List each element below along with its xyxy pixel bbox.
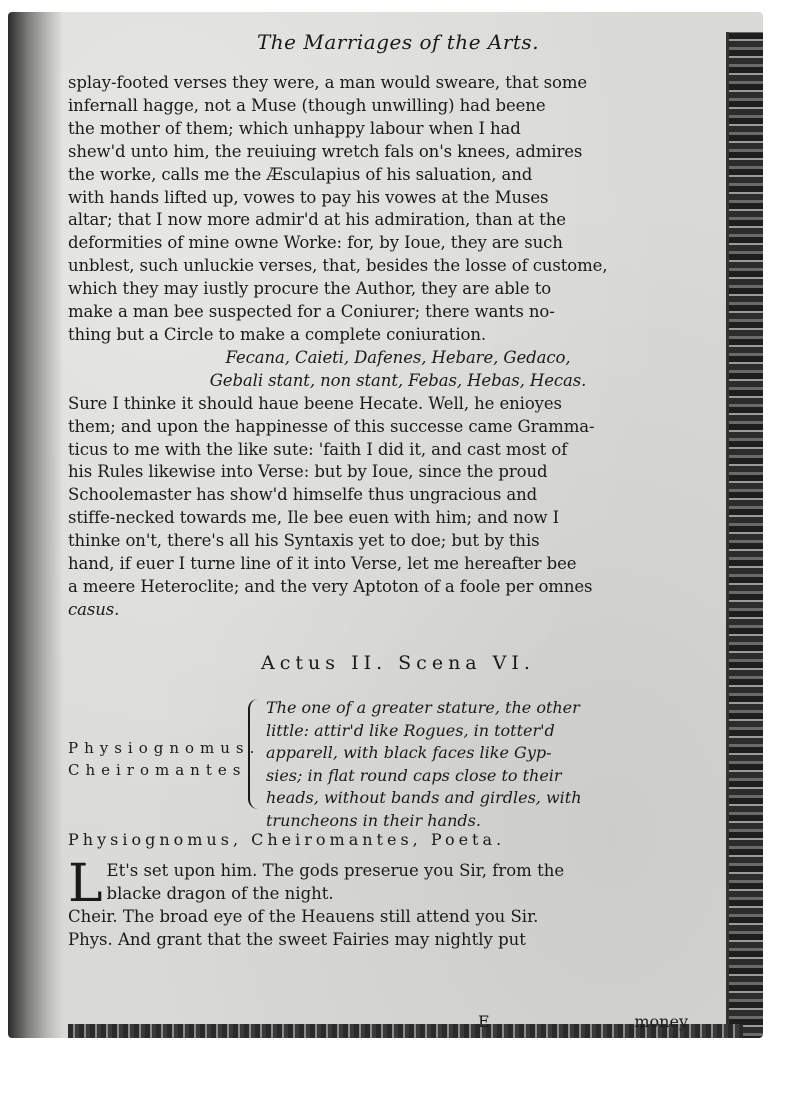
- description-line: little: attir'd like Rogues, in totter'd: [266, 720, 555, 740]
- dialogue-line: blacke dragon of the night.: [106, 883, 334, 903]
- text-line: splay-footed verses they were, a man would sweare, that some: [68, 73, 588, 92]
- text-line: ticus to me with the like sute: 'faith I did it, and cast most of: [68, 439, 568, 459]
- catchword: money: [634, 1012, 688, 1031]
- person-label: Cheiromantes.: [68, 761, 258, 779]
- text-line: his Rules likewise into Verse: but by Ioue, since the proud: [68, 462, 548, 482]
- description-line: apparell, with black faces like Gyp-: [266, 743, 552, 762]
- book-page: [8, 12, 763, 1038]
- brace-icon: [248, 699, 262, 809]
- text-line: shew'd unto him, the reuiuing wretch fals on's knees, admires: [68, 141, 583, 161]
- decorative-edge-right: [726, 32, 763, 1038]
- dialogue-line: Phys. And grant that the sweet Fairies may nightly put: [68, 929, 526, 949]
- text-line: infernall hagge, not a Muse (though unwilling) had beene: [68, 95, 546, 115]
- text-line: thinke on't, there's all his Syntaxis yet to doe; but by this: [68, 531, 540, 551]
- text-line: casus.: [68, 599, 120, 619]
- text-line: Schoolemaster has show'd himselfe thus ungracious and: [68, 485, 538, 505]
- text-line: hand, if euer I turne line of it into Verse, let me hereafter bee: [68, 554, 577, 574]
- dramatis-personae: [68, 697, 728, 830]
- persons-description: [266, 697, 582, 832]
- dialogue-line: Cheir. The broad eye of the Heauens still attend you Sir.: [68, 907, 539, 926]
- text-line: a meere Heteroclite; and the very Aptoton of a foole per omnes: [68, 576, 593, 596]
- dialogue-line: Et's set upon him. The gods preserue you Sir, from the: [106, 861, 565, 880]
- dialogue-block: [68, 854, 728, 952]
- text-line: with hands lifted up, vowes to pay his vowes at the Muses: [68, 187, 549, 207]
- text-line: unblest, such unluckie verses, that, besides the losse of custome,: [68, 256, 608, 276]
- incantation-line: Gebali stant, non stant, Febas, Hebas, Hecas.: [209, 370, 587, 390]
- text-line: altar; that I now more admir'd at his admiration, than at the: [68, 210, 566, 230]
- signature-mark: E: [478, 1012, 490, 1031]
- incantation-line: Fecana, Caieti, Dafenes, Hebare, Gedaco,: [225, 347, 571, 367]
- person-label: Physiognomus.: [68, 739, 261, 757]
- description-line: The one of a greater stature, the other: [266, 698, 580, 717]
- text-line: stiffe-necked towards me, Ile bee euen with him; and now I: [68, 508, 560, 528]
- text-line: deformities of mine owne Worke: for, by Ioue, they are such: [68, 233, 563, 253]
- text-line: make a man bee suspected for a Coniurer; there wants no-: [68, 302, 555, 322]
- binding-shadow: [8, 12, 63, 1038]
- description-line: sies; in flat round caps close to their: [266, 765, 562, 785]
- text-line: thing but a Circle to make a complete coniuration.: [68, 324, 487, 344]
- text-line: which they may iustly procure the Author, they are able to: [68, 279, 552, 299]
- description-line: heads, without bands and girdles, with: [266, 788, 582, 807]
- text-line: the worke, calls me the Æsculapius of his saluation, and: [68, 164, 533, 184]
- persons-labels: [68, 737, 260, 781]
- speakers-line: Physiognomus, Cheiromantes, Poeta.: [68, 830, 506, 849]
- text-line: them; and upon the happinesse of this successe came Gramma-: [68, 416, 595, 436]
- running-head: The Marriages of the Arts.: [256, 30, 540, 54]
- act-scene-heading: Actus II. Scena VI.: [261, 652, 535, 674]
- text-line: the mother of them; which unhappy labour when I had: [68, 118, 521, 138]
- text-line: Sure I thinke it should haue beene Hecate. Well, he enioyes: [68, 393, 562, 413]
- drop-cap: L: [68, 854, 103, 914]
- description-line: truncheons in their hands.: [266, 810, 481, 830]
- main-paragraph: [68, 72, 728, 622]
